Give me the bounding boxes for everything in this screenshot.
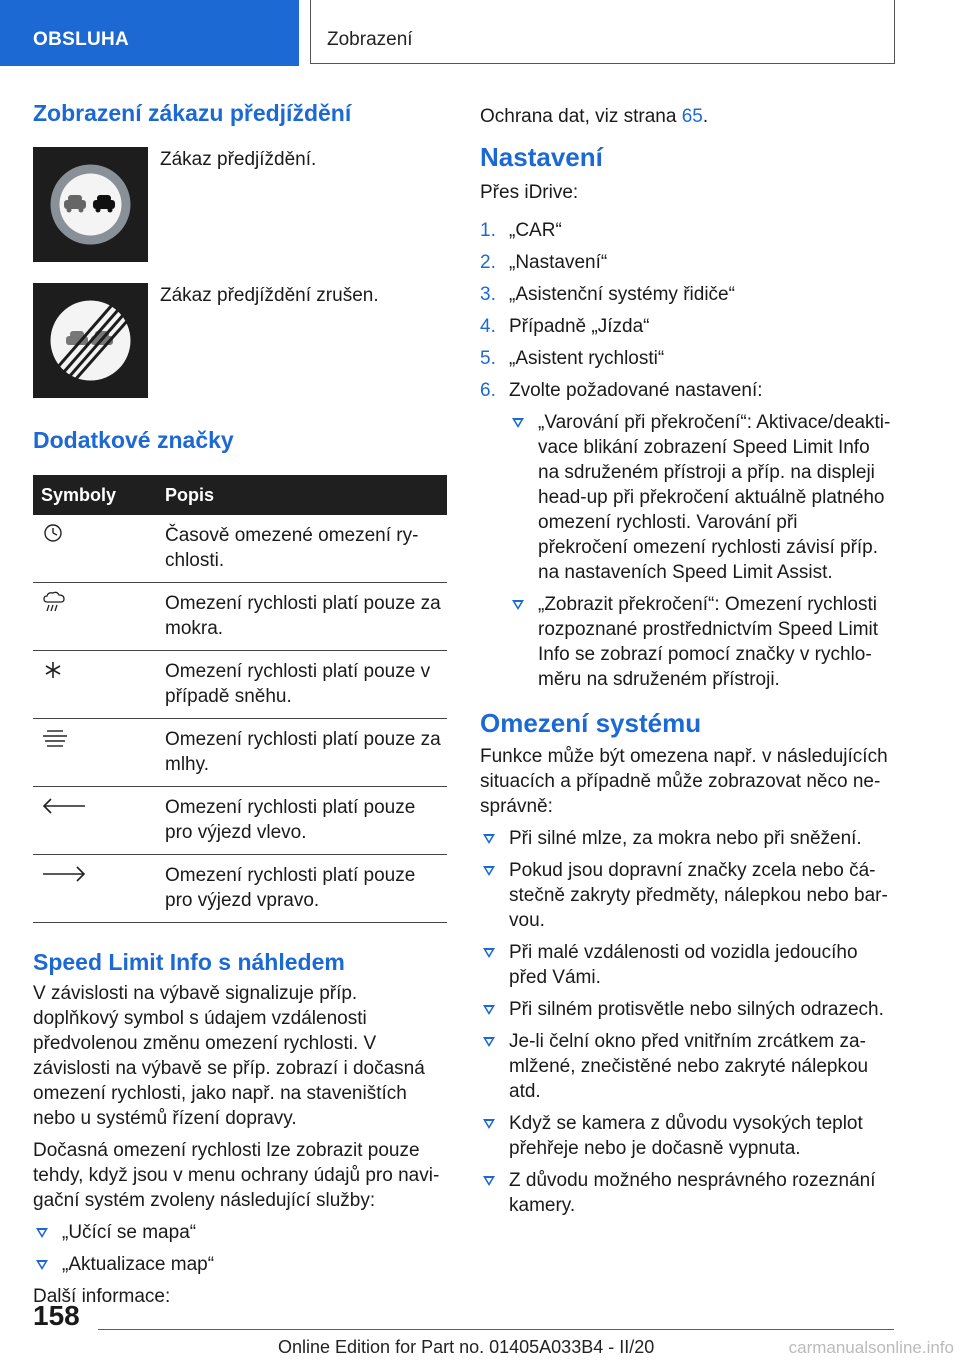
- list-item: Při silném protisvětle nebo silných odrazech.: [480, 997, 892, 1022]
- arrow-right-icon: [41, 863, 87, 885]
- rain-cloud-icon: [41, 591, 67, 613]
- left-column: [33, 100, 447, 1309]
- list-item: „Aktualizace map“: [33, 1252, 447, 1277]
- table-header-row: [33, 475, 447, 515]
- services-list: [33, 1220, 447, 1277]
- snowflake-icon: [41, 659, 65, 681]
- more-info-label: Další informace:: [33, 1286, 171, 1307]
- chapter-header: [310, 0, 895, 64]
- via-idrive: Přes iDrive:: [480, 182, 579, 203]
- step-item: 2. „Nastavení“: [480, 252, 608, 273]
- limits-intro: Funkce může být omezena např. v následujících situacích a případně může zobrazovat něco nesprávně:: [480, 746, 888, 817]
- list-item: „Zobrazit překročení“: Omezení rychlosti rozpoznané prostřednictvím Speed Limit Info se zobrazí pomocí značky v rychloměru na sdruženém přístroji.: [509, 592, 892, 692]
- step-item: 1. „CAR“: [480, 220, 562, 241]
- table-row: [33, 583, 447, 651]
- table-row: [33, 787, 447, 855]
- row-description: Omezení rychlosti platí pouze pro výjezd vpravo.: [155, 855, 447, 923]
- fog-icon: [41, 727, 69, 749]
- no-overtaking-sign-icon: [33, 147, 148, 262]
- privacy-reference: Ochrana dat, viz strana 65.: [480, 106, 709, 127]
- symbols-table: [33, 475, 447, 923]
- table-row: [33, 651, 447, 719]
- watermark: carmanualsonline.info: [788, 1338, 954, 1357]
- list-item: Z důvodu možného nesprávného rozeznání kamery.: [480, 1168, 892, 1218]
- list-item: „Učící se mapa“: [33, 1220, 447, 1245]
- paragraph: V závislosti na výbavě signalizuje příp. doplňkový symbol s údajem vzdálenosti předvolenou změnu omezení rychlosti. V závislosti na výbavě se příp. zobrazí i dočasná omezení rychlosti, jako např. na staveništích nebo u systémů řízení dopravy.: [33, 983, 425, 1129]
- step-item: 6. Zvolte požadované nastavení:: [480, 380, 763, 401]
- list-item: Při silné mlze, za mokra nebo při sněžení.: [480, 826, 892, 851]
- page-link[interactable]: 65: [681, 106, 703, 127]
- list-item: Při malé vzdálenosti od vozidla jedoucího před Vámi.: [480, 940, 892, 990]
- sign-caption: Zákaz předjíždění.: [160, 149, 317, 170]
- step-item: 5. „Asistent rychlosti“: [480, 348, 665, 369]
- arrow-left-icon: [41, 795, 87, 817]
- list-item: Pokud jsou dopravní značky zcela nebo částečně zakryty předměty, nálepkou nebo barvou.: [480, 858, 892, 933]
- list-item: Je-li čelní okno před vnitřním zrcátkem zamlžené, znečistěné nebo zakryté nálepkou atd.: [480, 1029, 892, 1104]
- list-item: „Varování při překročení“: Aktivace/deaktivace blikání zobrazení Speed Limit Info na sdruženém přístroji a příp. na displeji head-up při překročení aktuálně platného omezení rychlosti. Varování při překročení omezení rychlosti závisí příp. na nastaveních Speed Limit Assist.: [509, 410, 892, 585]
- sign-row-end-no-overtaking: [33, 283, 447, 399]
- limits-list: [480, 826, 892, 1218]
- footer-edition: Online Edition for Part no. 01405A033B4 - II/20: [278, 1337, 655, 1357]
- section-tab: [0, 0, 299, 66]
- table-row: [33, 515, 447, 583]
- footer-rule: [98, 1329, 894, 1330]
- right-column: [480, 104, 892, 1225]
- row-description: Omezení rychlosti platí pouze za mlhy.: [155, 719, 447, 787]
- row-description: Omezení rychlosti platí pouze za mokra.: [155, 583, 447, 651]
- heading-additional-signs: Dodatkové značky: [33, 427, 234, 453]
- end-no-overtaking-sign-icon: [33, 283, 148, 398]
- settings-steps: [480, 218, 892, 403]
- sign-row-no-overtaking: [33, 147, 447, 263]
- heading-settings: Nastavení: [480, 142, 603, 172]
- row-description: Časově omezené omezení rychlosti.: [155, 515, 447, 583]
- clock-icon: [41, 523, 65, 543]
- col-header-symbols: Symboly: [33, 475, 155, 515]
- sign-caption: Zákaz předjíždění zrušen.: [160, 285, 379, 306]
- list-item: Když se kamera z důvodu vysokých teplot přehřeje nebo je dočasně vypnuta.: [480, 1111, 892, 1161]
- settings-substeps: [509, 410, 892, 692]
- row-description: Omezení rychlosti platí pouze pro výjezd vlevo.: [155, 787, 447, 855]
- row-description: Omezení rychlosti platí pouze v případě sněhu.: [155, 651, 447, 719]
- heading-speed-limit-preview: Speed Limit Info s náhledem: [33, 949, 345, 975]
- section-title: OBSLUHA: [33, 29, 130, 50]
- table-row: [33, 719, 447, 787]
- page-number: 158: [33, 1300, 80, 1331]
- chapter-title: Zobrazení: [327, 29, 413, 50]
- heading-system-limits: Omezení systému: [480, 708, 702, 738]
- heading-overtaking: Zobrazení zákazu předjíždění: [33, 100, 352, 126]
- table-row: [33, 855, 447, 923]
- col-header-description: Popis: [155, 475, 447, 515]
- paragraph: Dočasná omezení rychlosti lze zobrazit pouze tehdy, když jsou v menu ochrany údajů pro navigační systém zvoleny následující služby:: [33, 1140, 440, 1211]
- step-item: 3. „Asistenční systémy řidiče“: [480, 284, 735, 305]
- step-item: 4. Případně „Jízda“: [480, 316, 650, 337]
